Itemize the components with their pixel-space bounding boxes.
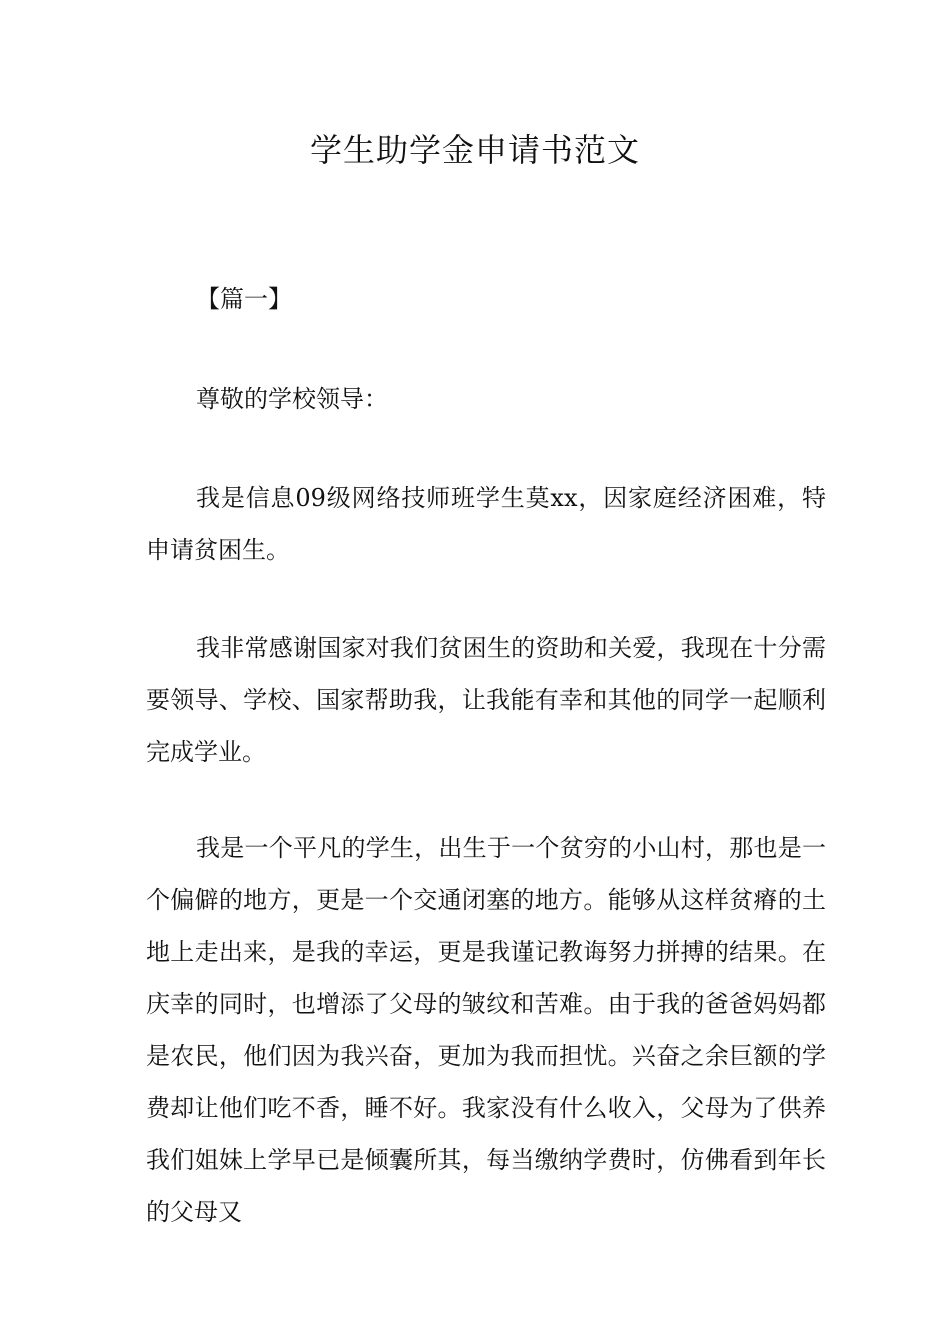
- section-heading: 【篇一】: [196, 285, 292, 313]
- salutation: 尊敬的学校领导：: [196, 385, 388, 413]
- document-title: 学生助学金申请书范文: [309, 131, 640, 169]
- paragraph: 我是一个平凡的学生，出生于一个贫穷的小山村，那也是一个偏僻的地方，更是一个交通闭塞的地方。能够从这样贫瘠的土地上走出来，是我的幸运，更是我谨记教诲努力拼搏的结果。在庆幸的同时，也增添了父母的皱纹和苦难。由于我的爸爸妈妈都是农民，他们因为我兴奋，更加为我而担忧。兴奋之余巨额的学费却让他们吃不香，睡不好。我家没有什么收入，父母为了供养我们姐妹上学早已是倾囊所其，每当缴纳学费时，仿佛看到年长的父母又: [146, 834, 826, 1226]
- paragraph: 我是信息09级网络技师班学生莫xx，因家庭经济困难，特申请贫困生。: [146, 484, 826, 564]
- paragraph: 我非常感谢国家对我们贫困生的资助和关爱，我现在十分需要领导、学校、国家帮助我，让我能有幸和其他的同学一起顺利完成学业。: [146, 634, 826, 766]
